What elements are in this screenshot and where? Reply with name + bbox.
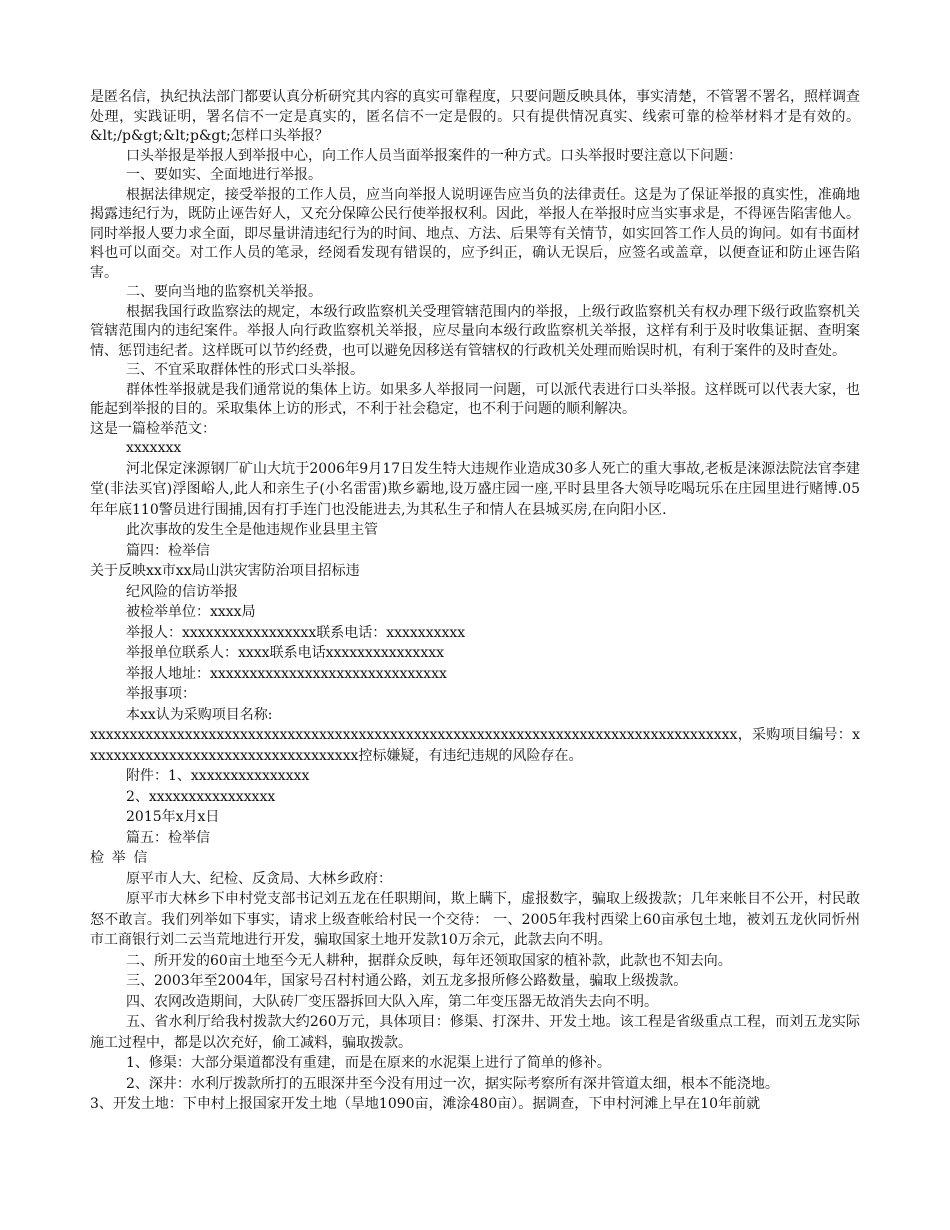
field-line: 举报人：xxxxxxxxxxxxxxxxx联系电话：xxxxxxxxxx (126, 624, 466, 641)
section-heading: 篇四：检举信 (126, 542, 210, 559)
paragraph: 口头举报是举报人到举报中心，向工作人员当面举报案件的一种方式。口头举报时要注意以下问题： (126, 147, 742, 164)
field-line: 举报人地址：xxxxxxxxxxxxxxxxxxxxxxxxxxxxxx (126, 665, 447, 682)
paragraph: 3、开发土地：下申村上报国家开发土地（旱地1090亩，滩涂480亩）。据调查，下申村河滩上早在10年前就 (90, 1096, 761, 1112)
paragraph: 这是一篇检举范文： (90, 420, 216, 437)
section-report-guide (90, 88, 860, 459)
paragraph: 三、2003年至2004年，国家号召村村通公路，刘五龙多报所修公路数量，骗取上级拨款。 (126, 973, 688, 989)
paragraph: 五、省水利厅给我村拨款大约260万元，具体项目：修渠、打深井、开发土地。该工程是省级重点工程，而刘五龙实际施工过程中，都是以次充好，偷工减料，骗取拨款。 (90, 1014, 860, 1051)
paragraph: 群体性举报就是我们通常说的集体上访。如果多人举报同一问题，可以派代表进行口头举报。这样既可以代表大家，也能起到举报的目的。采取集体上访的形式，不利于社会稳定，也不利于问题的顺利解决。 (90, 381, 860, 417)
paragraph: 1、修渠：大部分渠道都没有重建，而是在原来的水泥渠上进行了简单的修补。 (126, 1055, 611, 1071)
field-line: 举报事项： (126, 686, 196, 702)
paragraph: 根据法律规定，接受举报的工作人员，应当向举报人说明诬告应当负的法律责任。这是为了保证举报的真实性，准确地揭露违纪行为，既防止诬告好人，又充分保障公民行使举报权利。因此，举报人在举报时应当实事求是，不得诬告陷害他人。同时举报人要力求全面，即尽量讲清违纪行为的时间、地点、方法、后果等有关情节，如实回答工作人员的询问。如有书面材料也可以面交。对工作人员的笔录，经阅看发现有错误的，应予纠正，确认无误后，应签名或盖章，以便查证和防止诬告陷害。 (90, 186, 860, 281)
paragraph: 是匿名信，执纪执法部门都要认真分析研究其内容的真实可靠程度，只要问题反映具体，事实清楚，不管署不署名，照样调查处理，实践证明，署名信不一定是真实的，匿名信不一定是假的。只有提供情况真实、线索可靠的检举材料才是有效的。&lt;/p&gt;&lt;p&gt;怎样口头举报？ (90, 89, 860, 144)
section-letters (90, 459, 860, 1115)
paragraph: xxxxxxxxxxxxxxxxxxxxxxxxxxxxxxxxxxxxxxxxxxxxxxxxxxxxxxxxxxxxxxxxxxxxxxxxxxxxxxxxxx，采购项目编号：xxxxxxxxxxxxxxxxxxxxxxxxxxxxxxxxxxx控标嫌疑，有违纪违规的风险存在。 (90, 727, 860, 764)
section-heading: 篇五：检举信 (126, 829, 210, 846)
paragraph: 河北保定涞源钢厂矿山大坑于2006年9月17日发生特大违规作业造成30多人死亡的重大事故,老板是涞源法院法官李建堂(非法买官)浮图峪人,此人和亲生子(小名雷雷)欺乡霸地,设万盛庄园一座,平时县里各大领导吃喝玩乐在庄园里进行赌博.05年年底110警员进行围捕,因有打手连门也没能进去,为其私生子和情人在县城买房,在向阳小区. (90, 460, 860, 518)
field-line: 被检举单位：xxxx局 (126, 604, 256, 620)
heading-item: 三、不宜采取群体性的形式口头举报。 (126, 362, 364, 378)
salutation: 原平市人大、纪检、反贪局、大林乡政府： (126, 870, 392, 887)
paragraph: 根据我国行政监察法的规定，本级行政监察机关受理管辖范围内的举报，上级行政监察机关有权办理下级行政监察机关管辖范围内的违纪案件。举报人向行政监察机关举报，应尽量向本级行政监察机关举报，这样有利于及时收集证据、查明案情、惩罚违纪者。这样既可以节约经费，也可以避免因移送有管辖权的行政机关处理而贻误时机，有利于案件的及时查处。 (90, 303, 860, 359)
field-line: 本xx认为采购项目名称: (126, 706, 273, 723)
attachment-line: 附件：1、xxxxxxxxxxxxxxx (126, 768, 310, 784)
paragraph: 2、深井：水利厅拨款所打的五眼深井至今没有用过一次，据实际考察所有深井管道太细，根本不能浇地。 (126, 1075, 779, 1092)
paragraph: 四、农网改造期间，大队砖厂变压器拆回大队入库，第二年变压器无故消失去向不明。 (126, 993, 658, 1010)
attachment-line: 2、xxxxxxxxxxxxxxxx (126, 788, 276, 805)
date-line: 2015年x月x日 (126, 809, 220, 825)
paragraph: 二、所开发的60亩土地至今无人耕种，据群众反映，每年还领取国家的植补款，此款也不知去向。 (126, 952, 732, 969)
field-line: 举报单位联系人：xxxx联系电话xxxxxxxxxxxxxxx (126, 645, 445, 661)
letter-title-continued: 纪风险的信访举报 (126, 583, 238, 600)
paragraph: xxxxxxx (126, 440, 182, 456)
heading-item: 二、要向当地的监察机关举报。 (126, 284, 322, 300)
heading-item: 一、要如实、全面地进行举报。 (126, 167, 322, 183)
letter-heading: 检举信 (90, 850, 156, 866)
letter-title: 关于反映xx市xx局山洪灾害防治项目招标违 (90, 563, 360, 579)
paragraph: 此次事故的发生全是他违规作业县里主管 (126, 522, 378, 538)
paragraph: 原平市大林乡下申村党支部书记刘五龙在任职期间，欺上瞒下，虚报数字，骗取上级拨款；几年来帐目不公开，村民敢怒不敢言。我们列举如下事实，请求上级查帐给村民一个交待： 一、2005年我村西梁上60亩承包土地，被刘五龙伙同忻州市工商银行刘二云当荒地进行开发，骗取国家土地开发款10万余元，此款去向不明。 (90, 891, 860, 948)
